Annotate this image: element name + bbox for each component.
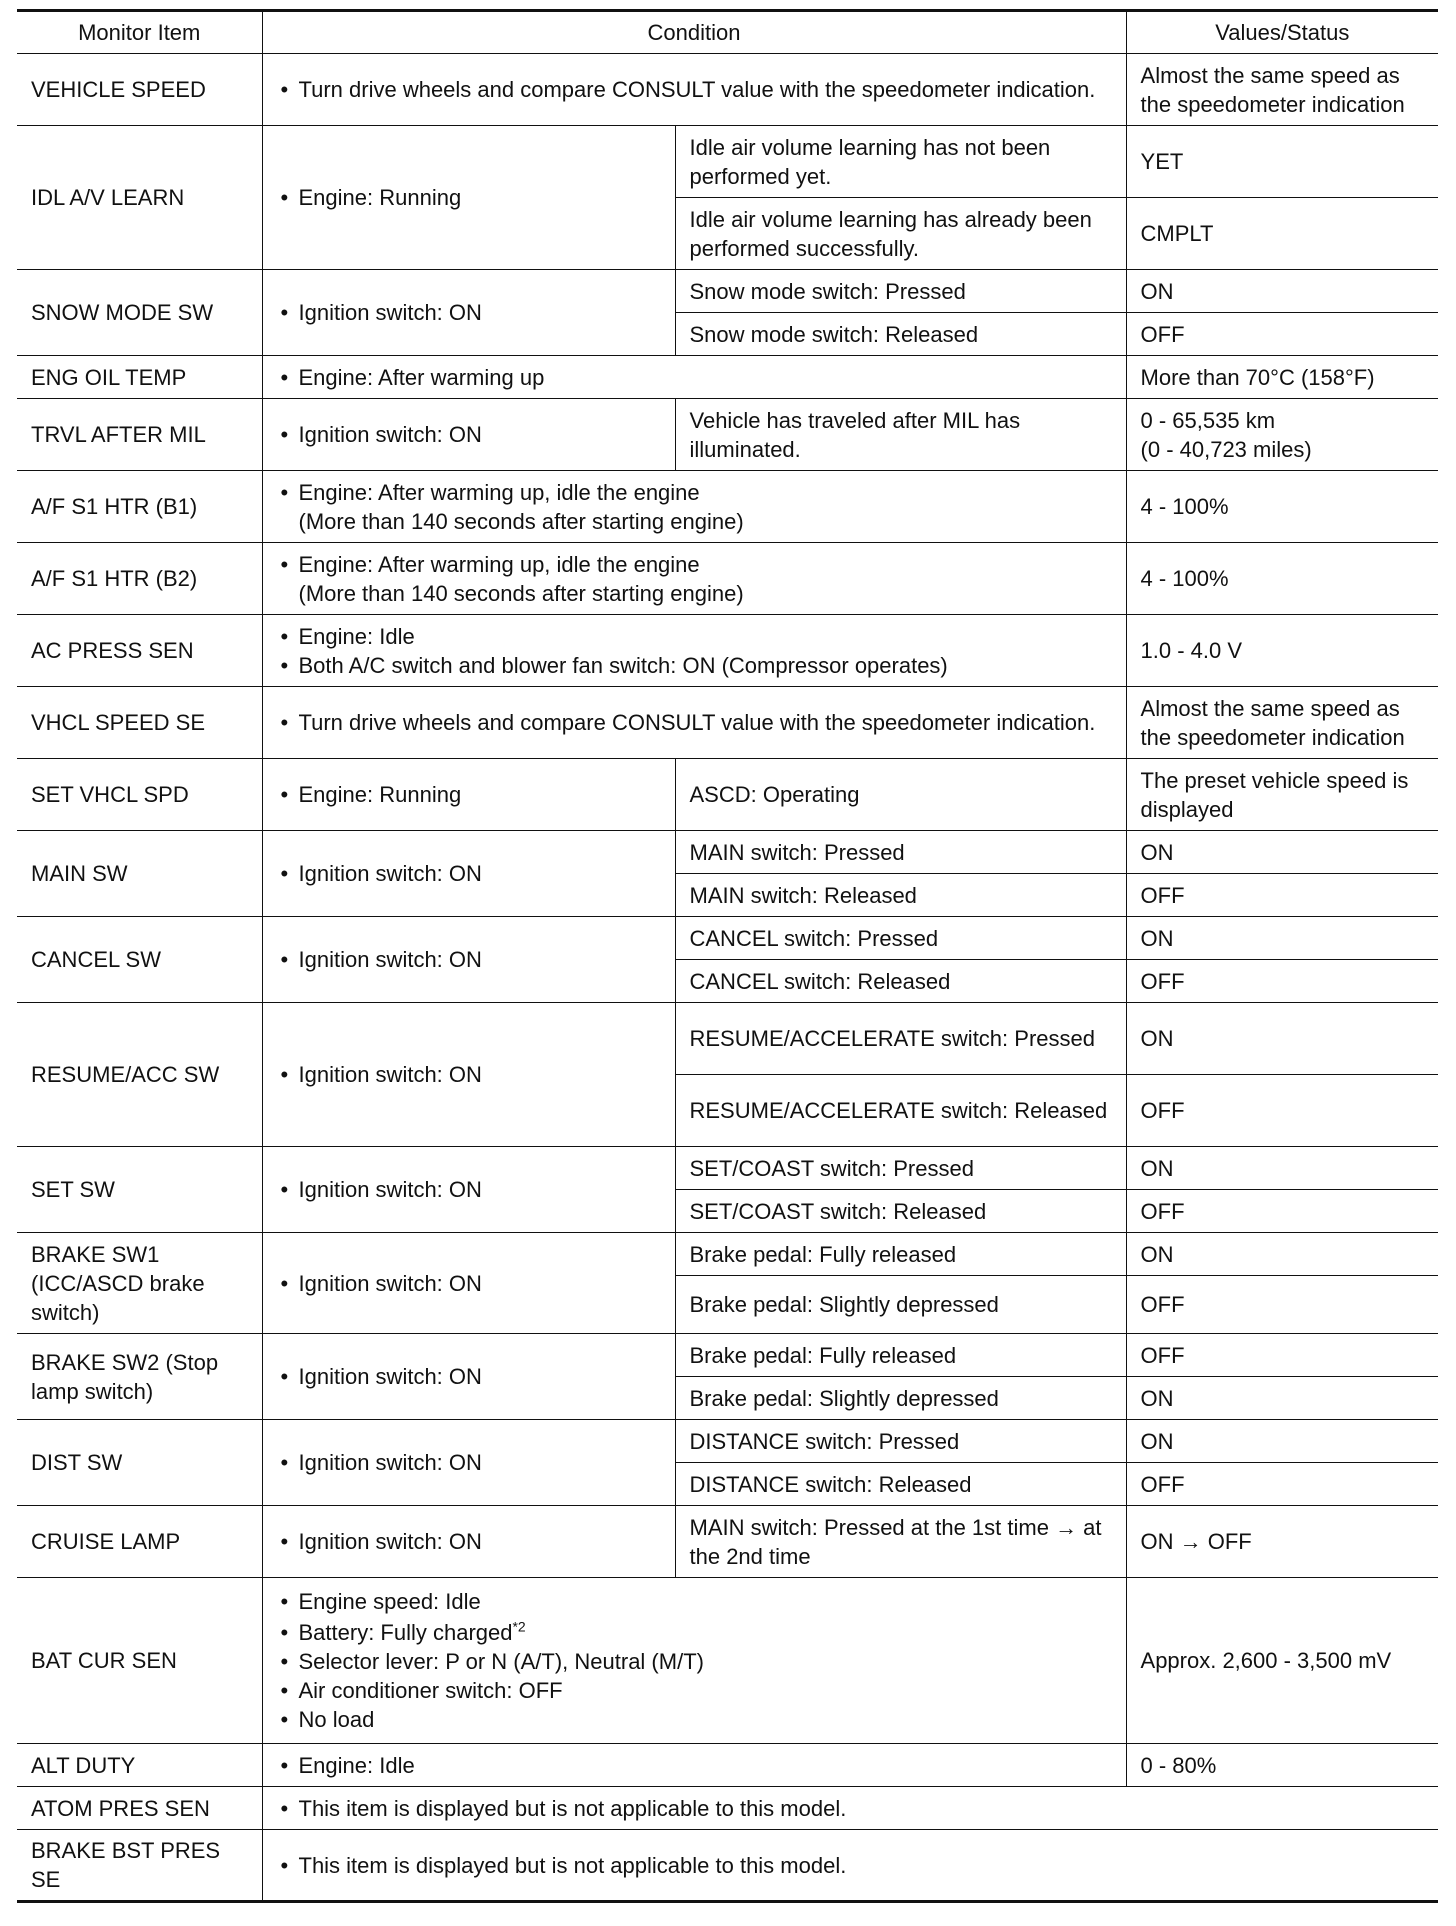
value: ON xyxy=(1126,270,1438,313)
monitor-item: A/F S1 HTR (B1) xyxy=(17,471,262,543)
value: ON xyxy=(1126,1377,1438,1420)
value: OFF xyxy=(1126,1276,1438,1334)
monitor-item: VHCL SPEED SE xyxy=(17,687,262,759)
value: ON xyxy=(1126,831,1438,874)
condition: • Engine: After warming up, idle the engine (More than 140 seconds after starting engine) xyxy=(262,471,1126,543)
value: OFF xyxy=(1126,1075,1438,1147)
monitor-item: BRAKE SW1 (ICC/ASCD brake switch) xyxy=(17,1233,262,1334)
condition: • Ignition switch: ON xyxy=(262,1233,675,1334)
value: 0 - 80% xyxy=(1126,1744,1438,1787)
condition: • This item is displayed but is not applicable to this model. xyxy=(262,1830,1438,1902)
table-row xyxy=(17,126,1438,198)
condition: • Ignition switch: ON xyxy=(262,831,675,917)
sub-condition: MAIN switch: Pressed at the 1st time → at the 2nd time xyxy=(675,1506,1126,1578)
table-row xyxy=(17,917,1438,960)
value: OFF xyxy=(1126,1190,1438,1233)
condition: • Ignition switch: ON xyxy=(262,1147,675,1233)
sub-condition: ASCD: Operating xyxy=(675,759,1126,831)
monitor-table xyxy=(17,9,1438,1903)
value: Approx. 2,600 - 3,500 mV xyxy=(1126,1578,1438,1744)
value: The preset vehicle speed is displayed xyxy=(1126,759,1438,831)
condition: • Ignition switch: ON xyxy=(262,1506,675,1578)
sub-condition: MAIN switch: Released xyxy=(675,874,1126,917)
monitor-item: IDL A/V LEARN xyxy=(17,126,262,270)
condition: • Ignition switch: ON xyxy=(262,399,675,471)
table-row xyxy=(17,1233,1438,1276)
table-row xyxy=(17,1830,1438,1902)
table-row xyxy=(17,1506,1438,1578)
value: OFF xyxy=(1126,960,1438,1003)
table-row xyxy=(17,759,1438,831)
condition: • Ignition switch: ON xyxy=(262,1003,675,1147)
sub-condition: RESUME/ACCELERATE switch: Pressed xyxy=(675,1003,1126,1075)
value: YET xyxy=(1126,126,1438,198)
sub-condition: Vehicle has traveled after MIL has illuminated. xyxy=(675,399,1126,471)
monitor-item: SET SW xyxy=(17,1147,262,1233)
header-monitor-item: Monitor Item xyxy=(17,11,262,54)
monitor-item: BRAKE SW2 (Stop lamp switch) xyxy=(17,1334,262,1420)
condition: • Engine: Running xyxy=(262,759,675,831)
value: 1.0 - 4.0 V xyxy=(1126,615,1438,687)
monitor-item: CANCEL SW xyxy=(17,917,262,1003)
value: ON xyxy=(1126,1003,1438,1075)
condition: • Ignition switch: ON xyxy=(262,270,675,356)
condition: • Ignition switch: ON xyxy=(262,917,675,1003)
monitor-item: BAT CUR SEN xyxy=(17,1578,262,1744)
value: 4 - 100% xyxy=(1126,543,1438,615)
monitor-item: TRVL AFTER MIL xyxy=(17,399,262,471)
condition: • Ignition switch: ON xyxy=(262,1420,675,1506)
condition: • This item is displayed but is not applicable to this model. xyxy=(262,1787,1438,1830)
table-row xyxy=(17,831,1438,874)
sub-condition: SET/COAST switch: Released xyxy=(675,1190,1126,1233)
value: Almost the same speed as the speedometer indication xyxy=(1126,54,1438,126)
condition: • Engine: After warming up xyxy=(262,356,1126,399)
monitor-item: BRAKE BST PRES SE xyxy=(17,1830,262,1902)
sub-condition: Snow mode switch: Released xyxy=(675,313,1126,356)
table-row xyxy=(17,270,1438,313)
value: 0 - 65,535 km (0 - 40,723 miles) xyxy=(1126,399,1438,471)
monitor-item: ATOM PRES SEN xyxy=(17,1787,262,1830)
value: ON xyxy=(1126,1233,1438,1276)
sub-condition: RESUME/ACCELERATE switch: Released xyxy=(675,1075,1126,1147)
value: More than 70°C (158°F) xyxy=(1126,356,1438,399)
value: OFF xyxy=(1126,1463,1438,1506)
sub-condition: MAIN switch: Pressed xyxy=(675,831,1126,874)
sub-condition: DISTANCE switch: Pressed xyxy=(675,1420,1126,1463)
table-row xyxy=(17,1420,1438,1463)
monitor-item: AC PRESS SEN xyxy=(17,615,262,687)
condition: • Engine: Idle xyxy=(262,1744,1126,1787)
condition: • Turn drive wheels and compare CONSULT value with the speedometer indication. xyxy=(262,54,1126,126)
sub-condition: SET/COAST switch: Pressed xyxy=(675,1147,1126,1190)
table-row xyxy=(17,1787,1438,1830)
sub-condition: DISTANCE switch: Released xyxy=(675,1463,1126,1506)
value: OFF xyxy=(1126,313,1438,356)
monitor-item: CRUISE LAMP xyxy=(17,1506,262,1578)
sub-condition: Snow mode switch: Pressed xyxy=(675,270,1126,313)
monitor-item: DIST SW xyxy=(17,1420,262,1506)
table-row xyxy=(17,1578,1438,1744)
value: OFF xyxy=(1126,1334,1438,1377)
monitor-item: MAIN SW xyxy=(17,831,262,917)
monitor-item: RESUME/ACC SW xyxy=(17,1003,262,1147)
sub-condition: Idle air volume learning has already been performed successfully. xyxy=(675,198,1126,270)
sub-condition: CANCEL switch: Pressed xyxy=(675,917,1126,960)
sub-condition: CANCEL switch: Released xyxy=(675,960,1126,1003)
condition: • Engine speed: Idle • Battery: Fully charged$^{*2}$ • Selector lever: P or N (A/T), Neutral (M/T) • Air conditioner switch: OFF • No load xyxy=(262,1578,1126,1744)
sub-condition: Brake pedal: Fully released xyxy=(675,1233,1126,1276)
table-row xyxy=(17,1003,1438,1075)
monitor-item: A/F S1 HTR (B2) xyxy=(17,543,262,615)
value: CMPLT xyxy=(1126,198,1438,270)
sub-condition: Brake pedal: Fully released xyxy=(675,1334,1126,1377)
table-row xyxy=(17,54,1438,126)
header-row xyxy=(17,11,1438,54)
table-row xyxy=(17,1147,1438,1190)
sub-condition: Brake pedal: Slightly depressed xyxy=(675,1377,1126,1420)
value: ON xyxy=(1126,917,1438,960)
value: Almost the same speed as the speedometer indication xyxy=(1126,687,1438,759)
table-row xyxy=(17,1744,1438,1787)
condition: • Turn drive wheels and compare CONSULT value with the speedometer indication. xyxy=(262,687,1126,759)
value: ON xyxy=(1126,1420,1438,1463)
condition: • Engine: Running xyxy=(262,126,675,270)
monitor-item: SNOW MODE SW xyxy=(17,270,262,356)
monitor-item: ALT DUTY xyxy=(17,1744,262,1787)
value: ON xyxy=(1126,1147,1438,1190)
sub-condition: Idle air volume learning has not been performed yet. xyxy=(675,126,1126,198)
table-row xyxy=(17,399,1438,471)
sub-condition: Brake pedal: Slightly depressed xyxy=(675,1276,1126,1334)
header-values-status: Values/Status xyxy=(1126,11,1438,54)
value: OFF xyxy=(1126,874,1438,917)
condition: • Engine: Idle • Both A/C switch and blower fan switch: ON (Compressor operates) xyxy=(262,615,1126,687)
condition: • Engine: After warming up, idle the engine (More than 140 seconds after starting engine) xyxy=(262,543,1126,615)
monitor-item: ENG OIL TEMP xyxy=(17,356,262,399)
value: ON → OFF xyxy=(1126,1506,1438,1578)
table-row xyxy=(17,687,1438,759)
table-row xyxy=(17,356,1438,399)
table-row xyxy=(17,543,1438,615)
monitor-item: SET VHCL SPD xyxy=(17,759,262,831)
monitor-item: VEHICLE SPEED xyxy=(17,54,262,126)
table-row xyxy=(17,615,1438,687)
value: 4 - 100% xyxy=(1126,471,1438,543)
table-row xyxy=(17,471,1438,543)
condition: • Ignition switch: ON xyxy=(262,1334,675,1420)
header-condition: Condition xyxy=(262,11,1126,54)
table-row xyxy=(17,1334,1438,1377)
